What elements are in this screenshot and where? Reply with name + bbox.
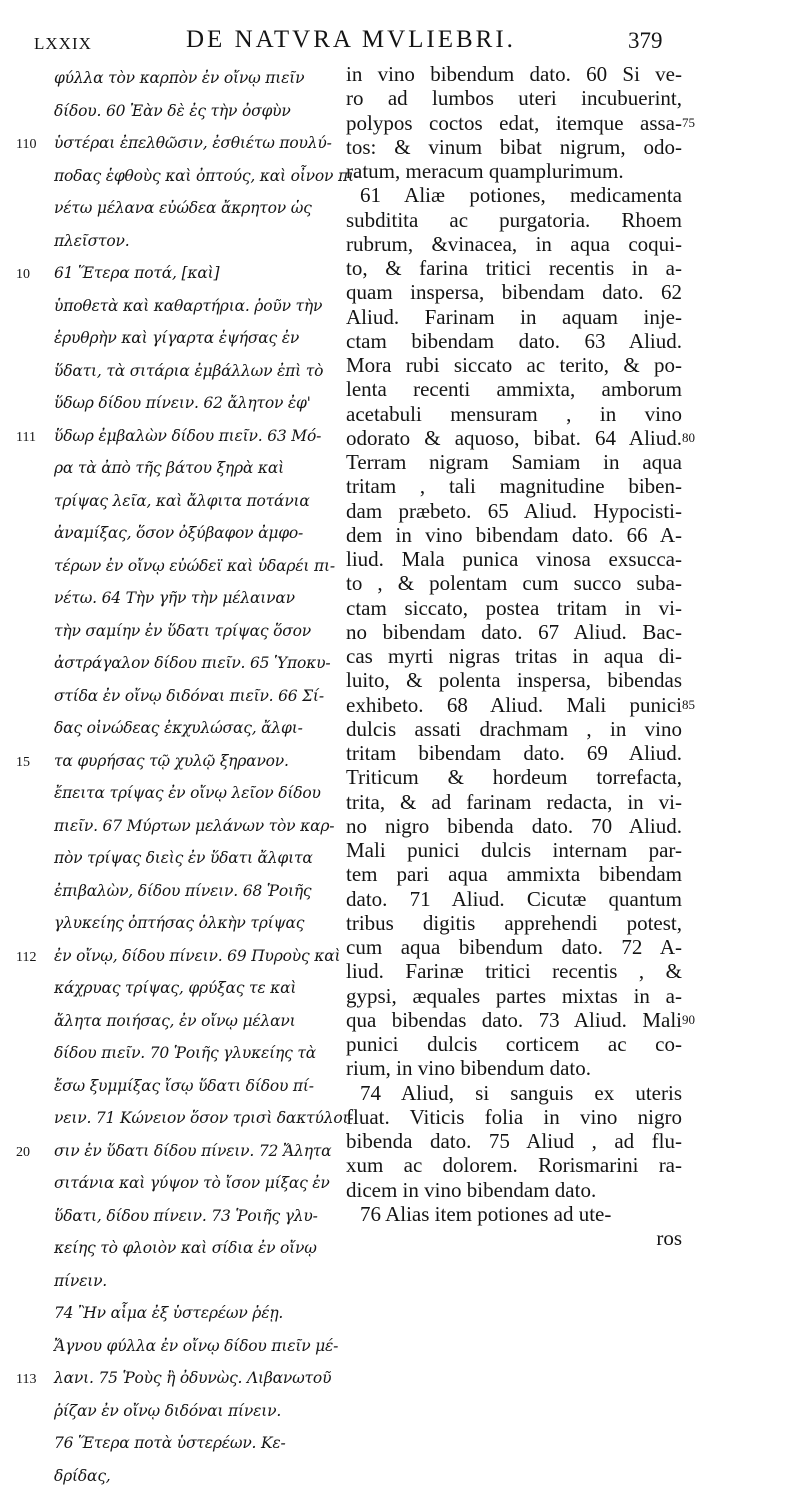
latin-line-text: liud. Farinæ tritici recentis , & [346,959,682,984]
greek-line-text: στίδα ἐν οἴνῳ διδόναι πιεῖν. 66 Σί- [54,687,344,705]
latin-line-text: gypsi, æquales partes mixtas in a- [346,984,682,1009]
greek-line [16,1009,346,1042]
greek-column [16,66,346,1496]
latin-line-text: ros [346,1226,682,1251]
latin-line [340,862,780,886]
latin-line [340,353,780,377]
greek-line [16,489,346,522]
latin-line-text: ctam siccato, postea tritam in vi- [346,596,682,621]
latin-line-text: acetabuli mensuram , in vino [346,402,682,427]
latin-line-text: fluat. Viticis folia in vino nigro [346,1105,682,1130]
latin-line [340,887,780,911]
latin-line-text: tribus digitis apprehendi potest, [346,911,682,936]
latin-line [340,499,780,523]
greek-line-text: ἐρυθρὴν καὶ γίγαρτα ἑψήσας ἐν [54,329,344,347]
latin-line [340,935,780,959]
greek-line [16,1366,346,1399]
greek-line [16,1399,346,1432]
greek-line-text: ὕδατι, τὰ σιτάρια ἐμβάλλων ἐπὶ τὸ [54,362,344,380]
latin-line-text: 74 Aliud, si sanguis ex uteris [360,1081,682,1106]
greek-line [16,66,346,99]
latin-line-text: dicem in vino bibendam dato. [346,1178,682,1203]
greek-line [16,781,346,814]
latin-line-text: luito, & polenta inspersa, bibendas [346,668,682,693]
latin-line-text: tos: & vinum bibat nigrum, odo- [346,135,682,160]
greek-line [16,1106,346,1139]
greek-line [16,99,346,132]
latin-line-text: to, & farina tritici recentis in a- [346,256,682,281]
greek-line-text: δίδου πιεῖν. 70 Ῥοιῆς γλυκείης τὰ [54,1044,344,1062]
latin-line [340,717,780,741]
line-number: 10 [16,267,30,283]
latin-line-text: Triticum & hordeum torrefacta, [346,765,682,790]
running-header [0,24,800,58]
latin-line-text: tritam , tali magnitudine biben- [346,474,682,499]
latin-line-text: dem in vino bibendam dato. 66 A- [346,523,682,548]
latin-line [340,596,780,620]
line-number: 75 [682,115,695,131]
latin-line-text: no bibendam dato. 67 Aliud. Bac- [346,620,682,645]
latin-line [340,183,780,207]
latin-line-text: cum aqua bibendum dato. 72 A- [346,935,682,960]
latin-line [340,256,780,280]
greek-line [16,456,346,489]
latin-line-text: xum ac dolorem. Rorismarini ra- [346,1153,682,1178]
greek-line [16,1204,346,1237]
latin-line-text: tem pari aqua ammixta bibendam [346,862,682,887]
latin-line-text: bibenda dato. 75 Aliud , ad flu- [346,1129,682,1154]
greek-line-text: κάχρυας τρίψας, φρύξας τε καὶ [54,979,344,997]
greek-line-text: νέτω. 64 Τὴν γῆν τὴν μέλαιναν [54,589,344,607]
greek-line-text: 76 Ἕτερα ποτὰ ὑστερέων. Κε- [54,1434,344,1452]
latin-line-text: rubrum, &vinacea, in aqua coqui- [346,232,682,257]
greek-line [16,554,346,587]
greek-line-text: πὸν τρίψας διεὶς ἐν ὕδατι ἄλφιτα [54,849,344,867]
greek-line [16,261,346,294]
latin-line-text: liud. Mala punica vinosa exsucca- [346,547,682,572]
line-number: 15 [16,755,30,771]
latin-line-text: punici dulcis corticem ac co- [346,1032,682,1057]
greek-line-text: ῥίζαν ἐν οἴνῳ διδόναι πίνειν. [54,1402,344,1420]
greek-line-text: ἀστράγαλον δίδου πιεῖν. 65 Ὑποκυ- [54,654,344,672]
latin-line [340,135,780,159]
greek-line [16,196,346,229]
greek-line [16,229,346,262]
greek-line-text: νέτω μέλανα εὐώδεα ἄκρητον ὡς [54,199,344,217]
greek-line-text: ἀναμίξας, ὅσον ὀξύβαφον ἀμφο- [54,524,344,542]
latin-line [340,838,780,862]
greek-line [16,1431,346,1464]
latin-line [340,547,780,571]
greek-line [16,1236,346,1269]
greek-line-text: ἐν οἴνῳ, δίδου πίνειν. 69 Πυροὺς καὶ [54,947,344,965]
latin-line [340,474,780,498]
greek-line [16,359,346,392]
greek-line [16,1041,346,1074]
greek-line-text: σιν ἐν ὕδατι δίδου πίνειν. 72 Ἄλητα [54,1142,344,1160]
latin-line-text: ctam bibendam dato. 63 Aliud. [346,329,682,354]
latin-line [340,1056,780,1080]
latin-line [340,111,780,135]
latin-line-text: rium, in vino bibendum dato. [346,1056,682,1081]
line-number: 111 [16,430,36,446]
greek-line [16,846,346,879]
greek-line-text: τὴν σαμίην ἐν ὕδατι τρίψας ὅσον [54,622,344,640]
latin-line-text: to , & polentam cum succo suba- [346,571,682,596]
latin-line-text: cas myrti nigras tritas in aqua di- [346,644,682,669]
latin-line-text: 76 Alias item potiones ad ute- [360,1202,682,1227]
latin-line-text: dato. 71 Aliud. Cicutæ quantum [346,887,682,912]
latin-line-text: subditita ac purgatoria. Rhoem [346,208,682,233]
line-number: 112 [16,950,36,966]
greek-line [16,911,346,944]
latin-line-text: tritam bibendam dato. 69 Aliud. [346,741,682,766]
latin-line [340,1081,780,1105]
greek-line [16,131,346,164]
greek-line-text: ὕδωρ δίδου πίνειν. 62 ἄλητον ἐφ' [54,394,344,412]
latin-line [340,402,780,426]
greek-line-text: ἔπειτα τρίψας ἐν οἴνῳ λεῖον δίδου [54,784,344,802]
latin-line [340,1153,780,1177]
latin-line-text: Terram nigram Samiam in aqua [346,450,682,475]
latin-line-text: qua bibendas dato. 73 Aliud. Mali [346,1008,682,1033]
latin-column [340,62,780,1250]
latin-line [340,644,780,668]
latin-line [340,765,780,789]
latin-line-text: dulcis assati drachmam , in vino [346,717,682,742]
latin-line [340,984,780,1008]
line-number: 90 [682,1012,695,1028]
latin-line-text: 61 Aliæ potiones, medicamenta [360,183,682,208]
latin-line [340,911,780,935]
greek-line [16,294,346,327]
greek-line [16,1171,346,1204]
latin-line [340,1032,780,1056]
latin-line [340,1202,780,1226]
latin-line-text: dam præbeto. 65 Aliud. Hypocisti- [346,499,682,524]
line-number: 110 [16,137,36,153]
latin-line-text: no nigro bibenda dato. 70 Aliud. [346,814,682,839]
signature-mark: LXXIX [34,34,92,54]
latin-line-text: trita, & ad farinam redacta, in vi- [346,790,682,815]
greek-line-text: σιτάνια καὶ γύψον τὸ ἴσον μίξας ἐν [54,1174,344,1192]
latin-line [340,86,780,110]
greek-line [16,521,346,554]
greek-line-text: ὕδατι, δίδου πίνειν. 73 Ῥοιῆς γλυ- [54,1207,344,1225]
greek-line-text: ἔσω ξυμμίξας ἴσῳ ὕδατι δίδου πί- [54,1077,344,1095]
latin-line [340,1226,780,1250]
greek-line-text: 61 Ἕτερα ποτά, [καὶ] [54,264,344,282]
greek-line-text: τέρων ἐν οἴνῳ εὐώδεϊ καὶ ὑδαρέι πι- [54,557,344,575]
line-number: 85 [682,697,695,713]
latin-line-text: polypos coctos edat, itemque assa- [346,111,682,136]
latin-line [340,1129,780,1153]
latin-line-text: Mora rubi siccato ac terito, & po- [346,353,682,378]
greek-line [16,586,346,619]
greek-line [16,814,346,847]
line-number: 80 [682,430,695,446]
latin-line [340,280,780,304]
greek-line [16,879,346,912]
greek-line [16,749,346,782]
latin-line [340,668,780,692]
latin-line-text: odorato & aquoso, bibat. 64 Aliud. [346,426,682,451]
greek-line [16,164,346,197]
greek-line-text: ὕδωρ ἐμβαλὼν δίδου πιεῖν. 63 Μό- [54,427,344,445]
latin-line [340,329,780,353]
greek-line [16,1301,346,1334]
latin-line [340,62,780,86]
greek-line [16,684,346,717]
latin-line-text: quam inspersa, bibendam dato. 62 [346,280,682,305]
greek-line-text: ὑστέραι ἐπελθῶσιν, ἐσθιέτω πουλύ- [54,134,344,152]
latin-line [340,571,780,595]
greek-line-text: δας οἰνώδεας ἐκχυλώσας, ἄλφι- [54,719,344,737]
latin-line-text: exhibeto. 68 Aliud. Mali punici [346,693,682,718]
line-number: 113 [16,1372,36,1388]
latin-line-text: ratum, meracum quamplurimum. [346,159,682,184]
latin-line [340,208,780,232]
greek-line-text: ἐπιβαλὼν, δίδου πίνειν. 68 Ῥοιῆς [54,882,344,900]
latin-line [340,620,780,644]
latin-line-text: in vino bibendum dato. 60 Si ve- [346,62,682,87]
greek-line-text: 74 Ἢν αἷμα ἐξ ὑστερέων ῥέῃ. [54,1304,344,1322]
latin-line-text: lenta recenti ammixta, amborum [346,377,682,402]
latin-line [340,693,780,717]
greek-line-text: λανι. 75 Ῥοὺς ἢ ὀδυνὼς. Λιβανωτοῦ [54,1369,344,1387]
latin-line [340,1178,780,1202]
greek-line-text: γλυκείης ὀπτήσας ὁλκὴν τρίψας [54,914,344,932]
latin-line [340,814,780,838]
latin-line-text: ro ad lumbos uteri incubuerint, [346,86,682,111]
latin-line [340,450,780,474]
latin-line [340,790,780,814]
greek-line [16,716,346,749]
greek-line-text: πιεῖν. 67 Μύρτων μελάνων τὸν καρ- [54,817,344,835]
latin-line [340,159,780,183]
greek-line-text: δίδου. 60 Ἐὰν δὲ ἐς τὴν ὀσφὺν [54,102,344,120]
greek-line [16,424,346,457]
greek-line [16,1269,346,1302]
greek-line [16,651,346,684]
greek-line-text: πλεῖστον. [54,232,344,250]
greek-line [16,1139,346,1172]
latin-line [340,426,780,450]
latin-line [340,377,780,401]
greek-line-text: ποδας ἑφθοὺς καὶ ὀπτούς, καὶ οἶνον πι- [54,167,344,185]
greek-line-text: τα φυρήσας τῷ χυλῷ ξηρανον. [54,752,344,770]
latin-line [340,1105,780,1129]
latin-line [340,232,780,256]
latin-line [340,1008,780,1032]
greek-line-text: κείης τὸ φλοιὸν καὶ σίδια ἐν οἴνῳ [54,1239,344,1257]
line-number: 20 [16,1145,30,1161]
greek-line [16,391,346,424]
latin-line [340,305,780,329]
running-title: DE NATVRA MVLIEBRI. [186,26,516,54]
latin-line-text: Aliud. Farinam in aquam inje- [346,305,682,330]
greek-line [16,976,346,1009]
greek-line [16,944,346,977]
greek-line [16,326,346,359]
greek-line-text: νειν. 71 Κώνειον ὅσον τρισὶ δακτύλοι- [54,1109,344,1127]
page-number: 379 [628,28,663,54]
latin-line [340,523,780,547]
greek-line [16,619,346,652]
latin-line-text: Mali punici dulcis internam par- [346,838,682,863]
greek-line-text: Ἄγνου φύλλα ἐν οἴνῳ δίδου πιεῖν μέ- [54,1337,344,1355]
greek-line-text: φύλλα τὸν καρπὸν ἐν οἴνῳ πιεῖν [54,69,344,87]
greek-line [16,1464,346,1496]
greek-line-text: πίνειν. [54,1272,344,1290]
greek-line-text: ἄλητα ποιήσας, ἐν οἴνῳ μέλανι [54,1012,344,1030]
latin-line [340,741,780,765]
greek-line-text: τρίψας λεῖα, καὶ ἄλφιτα ποτάνια [54,492,344,510]
greek-line [16,1074,346,1107]
latin-line [340,959,780,983]
greek-line-text: δρίδας, [54,1467,344,1485]
greek-line [16,1334,346,1367]
greek-line-text: ρα τὰ ἀπὸ τῆς βάτου ξηρὰ καὶ [54,459,344,477]
greek-line-text: ὑποθετὰ καὶ καθαρτήρια. ῥοῦν τὴν [54,297,344,315]
